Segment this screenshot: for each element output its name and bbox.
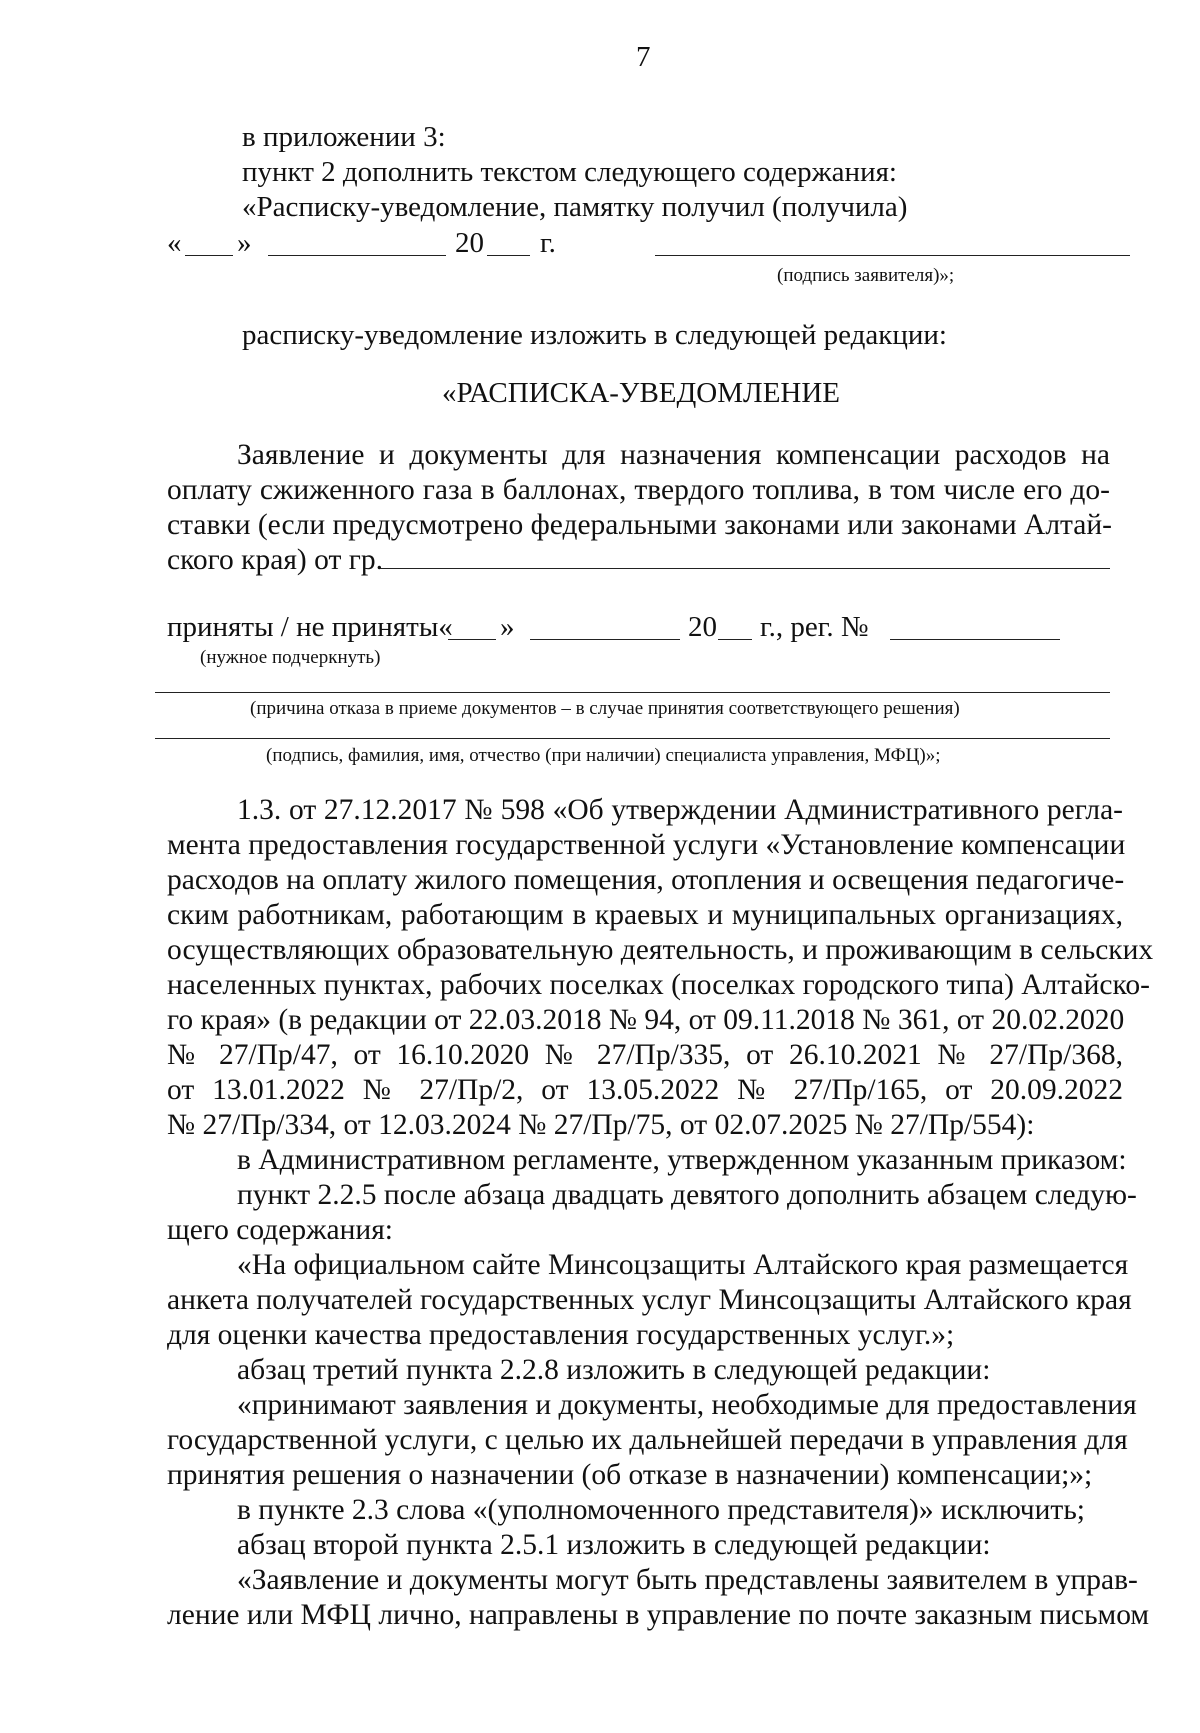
date-close-quote: » <box>237 227 252 259</box>
underline-hint: (нужное подчеркнуть) <box>200 647 381 668</box>
body-line: в Административном регламенте, утвержденном указанным приказом: <box>237 1144 1127 1176</box>
accepted-year-blank <box>718 639 752 640</box>
body-line: «На официальном сайте Минсоцзащиты Алтайского края размещается <box>237 1249 1129 1281</box>
accepted-close-quote: » <box>500 611 515 643</box>
accepted-label: приняты / не приняты« <box>167 611 453 643</box>
signature-blank <box>655 255 1130 256</box>
receipt-title: «РАСПИСКА-УВЕДОМЛЕНИЕ <box>442 377 841 409</box>
receipt-body-line: Заявление и документы для назначения компенсации расходов на <box>237 439 1110 471</box>
body-line: го края» (в редакции от 22.03.2018 № 94, от 09.11.2018 № 361, от 20.02.2020 <box>167 1004 1125 1036</box>
body-line: анкета получателей государственных услуг Минсоцзащиты Алтайского края <box>167 1284 1132 1316</box>
body-line: № 27/Пр/334, от 12.03.2024 № 27/Пр/75, от 02.07.2025 № 27/Пр/554): <box>167 1109 1035 1141</box>
date-month-blank <box>268 255 446 256</box>
body-line: в пункте 2.3 слова «(уполномоченного представителя)» исключить; <box>237 1494 1085 1526</box>
appendix-intro: в приложении 3: <box>242 121 446 153</box>
accepted-reg-label: г., рег. № <box>760 611 869 643</box>
redaction-line: расписку-уведомление изложить в следующей редакции: <box>242 319 947 351</box>
receipt-body-line: ставки (если предусмотрено федеральными законами или законами Алтай- <box>167 509 1112 541</box>
body-line: государственной услуги, с целью их дальнейшей передачи в управления для <box>167 1424 1128 1456</box>
appendix-point2: пункт 2 дополнить текстом следующего содержания: <box>242 156 897 188</box>
signature-caption: (подпись заявителя)»; <box>777 265 955 286</box>
body-line: щего содержания: <box>167 1214 393 1246</box>
body-line: для оценки качества предоставления государственных услуг.»; <box>167 1319 955 1351</box>
date-day-blank <box>185 255 233 256</box>
body-line: абзац второй пункта 2.5.1 изложить в следующей редакции: <box>237 1529 991 1561</box>
body-line: 1.3. от 27.12.2017 № 598 «Об утверждении Административного регла- <box>237 794 1123 826</box>
body-line: принятия решения о назначении (об отказе в назначении) компенсации;»; <box>167 1459 1093 1491</box>
main-body <box>167 793 1154 1633</box>
page-number: 7 <box>636 41 651 73</box>
specialist-blank <box>155 738 1110 739</box>
applicant-name-blank <box>380 568 1110 569</box>
body-line: от 13.01.2022 № 27/Пр/2, от 13.05.2022 № 27/Пр/165, от 20.09.2022 <box>167 1074 1123 1106</box>
body-line: осуществляющих образовательную деятельность, и проживающим в сельских <box>167 934 1154 966</box>
body-line: ление или МФЦ лично, направлены в управление по почте заказным письмом <box>167 1599 1150 1631</box>
body-line: мента предоставления государственной услуги «Установление компенсации <box>167 829 1126 861</box>
body-line: «принимают заявления и документы, необходимые для предоставления <box>237 1389 1137 1421</box>
refusal-reason-blank <box>155 692 1110 693</box>
receipt-body-line: ского края) от гр. <box>167 544 383 576</box>
body-line: пункт 2.2.5 после абзаца двадцать девятого дополнить абзацем следую- <box>237 1179 1137 1211</box>
date-year-suffix: г. <box>540 227 556 259</box>
body-line: № 27/Пр/47, от 16.10.2020 № 27/Пр/335, от 26.10.2021 № 27/Пр/368, <box>167 1039 1123 1071</box>
date-open-quote: « <box>167 227 182 259</box>
specialist-caption: (подпись, фамилия, имя, отчество (при наличии) специалиста управления, МФЦ)»; <box>266 745 941 766</box>
body-line: ским работникам, работающим в краевых и муниципальных организациях, <box>167 899 1123 931</box>
receipt-line: «Расписку-уведомление, памятку получил (получила) <box>242 191 908 223</box>
receipt-body <box>167 438 1110 578</box>
body-line: «Заявление и документы могут быть представлены заявителем в управ- <box>237 1564 1138 1596</box>
accepted-month-blank <box>530 639 680 640</box>
date-year-blank <box>487 255 530 256</box>
refusal-caption: (причина отказа в приеме документов – в случае принятия соответствующего решения) <box>250 698 960 719</box>
receipt-body-line: оплату сжиженного газа в баллонах, твердого топлива, в том числе его до- <box>167 474 1110 506</box>
reg-number-blank <box>890 639 1060 640</box>
body-line: расходов на оплату жилого помещения, отопления и освещения педагогиче- <box>167 864 1125 896</box>
body-line: абзац третий пункта 2.2.8 изложить в следующей редакции: <box>237 1354 991 1386</box>
date-year-prefix: 20 <box>455 227 484 259</box>
accepted-day-blank <box>448 639 496 640</box>
body-line: населенных пунктах, рабочих поселках (поселках городского типа) Алтайско- <box>167 969 1150 1001</box>
accepted-year-prefix: 20 <box>688 611 717 643</box>
